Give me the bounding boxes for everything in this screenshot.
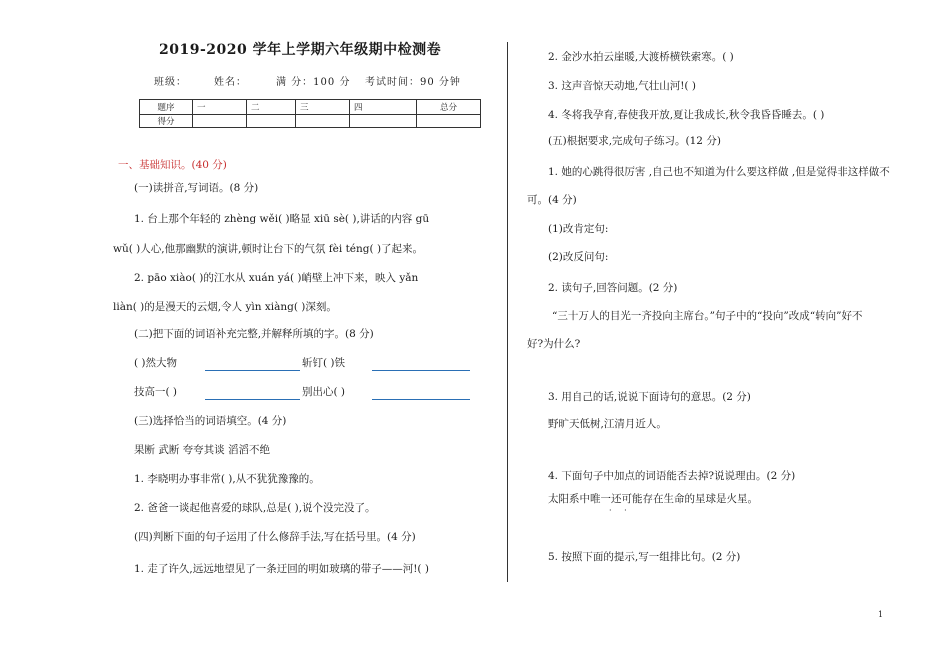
part-5-q1-line2: 可。(4 分) [527, 194, 577, 206]
part-5-q1-a: (1)改肯定句: [548, 223, 609, 235]
column-divider [507, 42, 508, 582]
exam-time-label: 考试时间：90 分钟 [365, 77, 461, 88]
row-header-order: 题序 [140, 100, 193, 115]
score-cell-2[interactable] [247, 115, 296, 128]
col-4: 四 [350, 100, 417, 115]
emphasis-dots: · · [609, 506, 632, 515]
part-5-heading: (五)根据要求,完成句子练习。(12 分) [548, 135, 721, 147]
part-5-q5-heading: 5. 按照下面的提示,写一组排比句。(2 分) [548, 551, 741, 563]
q2-line2: liàn( )的是漫天的云烟,令人 yìn xiàng( )深刻。 [113, 301, 337, 313]
score-cell-4[interactable] [350, 115, 417, 128]
part-3-q1: 1. 李晓明办事非常( ),从不犹犹豫豫的。 [134, 473, 320, 485]
fill-answer-c[interactable] [205, 387, 300, 404]
part-5-q2-line2: 好?为什么? [527, 338, 581, 350]
fill-answer-a[interactable] [205, 358, 300, 375]
col-3: 三 [296, 100, 350, 115]
part-4-q4: 4. 冬将我孕育,春使我开放,夏让我成长,秋令我昏昏睡去。( ) [548, 109, 825, 121]
col-total: 总分 [417, 100, 481, 115]
fill-answer-d[interactable] [372, 387, 470, 404]
q2-line1: 2. pāo xiào( )的江水从 xuán yá( )峭壁上冲下来，映入 yǎn [134, 272, 419, 284]
full-score-label: 满 分：100 分 [276, 77, 351, 88]
part-1-heading: (一)读拼音,写词语。(8 分) [134, 182, 259, 194]
part-4-q2: 2. 金沙水拍云崖暖,大渡桥横铁索寒。( ) [548, 51, 734, 63]
part-5-q1-line1: 1. 她的心跳得很厉害 ,自己也不知道为什么要这样做 ,但是觉得非这样做不 [548, 166, 890, 178]
col-1: 一 [193, 100, 247, 115]
part-3-q2: 2. 爸爸一谈起他喜爱的球队,总是( ),说个没完没了。 [134, 502, 376, 514]
part-5-q3-heading: 3. 用自己的话,说说下面诗句的意思。(2 分) [548, 391, 751, 403]
part-5-q1-b: (2)改反问句: [548, 251, 609, 263]
score-cell-3[interactable] [296, 115, 350, 128]
q1-line2: wǔ( )人心,他那幽默的演讲,顿时让台下的气氛 fèi téng( )了起来。 [113, 243, 424, 255]
part-5-q2-heading: 2. 读句子,回答问题。(2 分) [548, 282, 678, 294]
part-4-q1: 1. 走了许久,远远地望见了一条迂回的明如玻璃的带子——河!( ) [134, 563, 429, 575]
row-header-score: 得分 [140, 115, 193, 128]
part-5-q4-heading: 4. 下面句子中加点的词语能否去掉?说说理由。(2 分) [548, 470, 796, 482]
part-5-q4-sentence: 太阳系中唯一还可能存在生命的星球是火星。 [548, 493, 758, 505]
q1-line1: 1. 台上那个年轻的 zhèng wěi( )略显 xiū sè( ),讲话的内容 gū [134, 213, 430, 225]
part-4-heading: (四)判断下面的句子运用了什么修辞手法,写在括号里。(4 分) [134, 531, 416, 543]
part-2-heading: (二)把下面的词语补充完整,并解释所填的字。(8 分) [134, 328, 374, 340]
score-cell-total[interactable] [417, 115, 481, 128]
class-label: 班级： [154, 77, 187, 88]
part-4-q3: 3. 这声音惊天动地,气壮山河!( ) [548, 80, 696, 92]
fill-item-c: 技高一( ) [134, 386, 178, 398]
part-3-heading: (三)选择恰当的词语填空。(4 分) [134, 415, 287, 427]
score-table [139, 99, 481, 128]
fill-answer-b[interactable] [372, 358, 470, 375]
word-bank: 果断 武断 夸夸其谈 滔滔不绝 [134, 444, 271, 456]
name-label: 姓名： [214, 77, 247, 88]
part-5-q2-line1: “三十万人的目光一齐投向主席台。”句子中的“投向”改成“转向”好不 [552, 310, 863, 322]
page-title: 2019-2020 学年上学期六年级期中检测卷 [159, 42, 442, 58]
fill-item-b: 斩钉( )铁 [302, 357, 346, 369]
score-cell-1[interactable] [193, 115, 247, 128]
fill-item-a: ( )然大物 [134, 357, 178, 369]
section-1-heading: 一、基础知识。(40 分) [118, 159, 227, 171]
fill-item-d: 别出心( ) [302, 386, 346, 398]
col-2: 二 [247, 100, 296, 115]
page-number: 1 [878, 610, 884, 619]
part-5-q3-poem: 野旷天低树,江清月近人。 [548, 418, 667, 430]
